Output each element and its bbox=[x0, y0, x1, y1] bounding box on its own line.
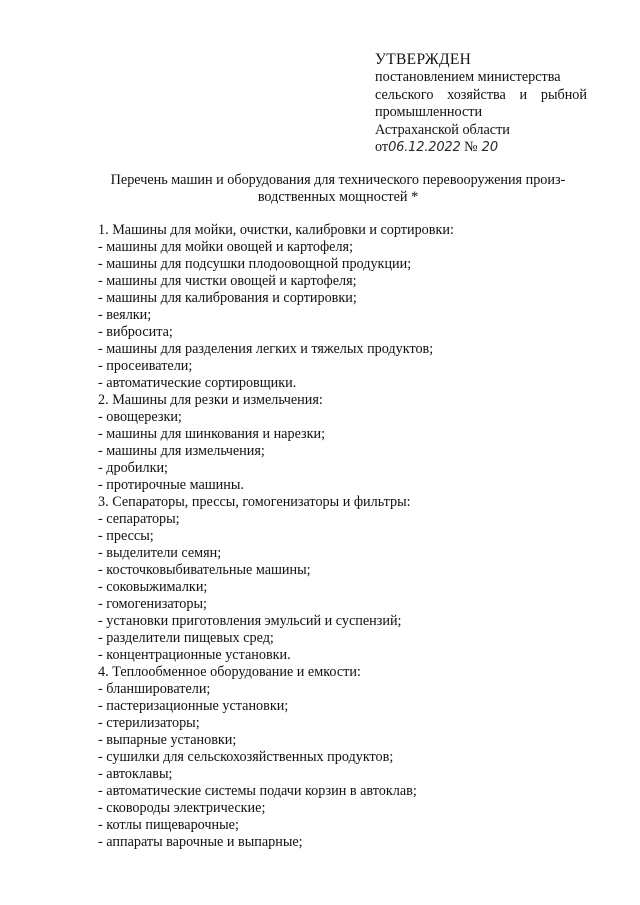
list-item: - протирочные машины. bbox=[98, 477, 244, 493]
approval-date-line bbox=[375, 139, 587, 157]
title-line-1: Перечень машин и оборудования для технического перевооружения произ- bbox=[110, 172, 566, 188]
list-section-heading: 1. Машины для мойки, очистки, калибровки и сортировки: bbox=[98, 222, 454, 238]
list-item: - аппараты варочные и выпарные; bbox=[98, 834, 303, 850]
list-item: - машины для шинкования и нарезки; bbox=[98, 426, 326, 442]
list-item: - автоклавы; bbox=[98, 766, 173, 782]
list-item: - машины для мойки овощей и картофеля; bbox=[98, 239, 354, 255]
handwritten-number: 20 bbox=[481, 140, 499, 155]
list-item: - автоматические системы подачи корзин в автоклав; bbox=[98, 783, 417, 799]
list-section-heading: 4. Теплообменное оборудование и емкости: bbox=[98, 664, 361, 680]
list-item: - бланширователи; bbox=[98, 681, 211, 697]
approval-line-4: Астраханской области bbox=[375, 121, 510, 138]
list-item: - овощерезки; bbox=[98, 409, 182, 425]
list-item: - сковороды электрические; bbox=[98, 800, 266, 816]
list-item: - сушилки для сельскохозяйственных продуктов; bbox=[98, 749, 394, 765]
list-item: - машины для чистки овощей и картофеля; bbox=[98, 273, 357, 289]
list-item: - косточковыбивательные машины; bbox=[98, 562, 311, 578]
list-item: - котлы пищеварочные; bbox=[98, 817, 239, 833]
list-item: - установки приготовления эмульсий и суспензий; bbox=[98, 613, 402, 629]
list-item: - сепараторы; bbox=[98, 511, 180, 527]
list-item: - разделители пищевых сред; bbox=[98, 630, 274, 646]
list-item: - гомогенизаторы; bbox=[98, 596, 207, 612]
list-item: - веялки; bbox=[98, 307, 152, 323]
list-section-heading: 2. Машины для резки и измельчения: bbox=[98, 392, 323, 408]
list-item: - прессы; bbox=[98, 528, 154, 544]
list-section-heading: 3. Сепараторы, прессы, гомогенизаторы и фильтры: bbox=[98, 494, 411, 510]
approval-stamp-block bbox=[375, 50, 587, 157]
number-sign: № bbox=[464, 139, 478, 155]
approval-line-3: промышленности bbox=[375, 104, 483, 120]
list-item: - соковыжималки; bbox=[98, 579, 208, 595]
list-item: - дробилки; bbox=[98, 460, 168, 476]
handwritten-date: 06.12.2022 bbox=[388, 140, 461, 155]
document-title bbox=[96, 172, 580, 206]
equipment-list bbox=[98, 222, 578, 851]
list-item: - вибросита; bbox=[98, 324, 173, 340]
list-item: - автоматические сортировщики. bbox=[98, 375, 297, 391]
list-item: - машины для калибрования и сортировки; bbox=[98, 290, 357, 306]
approved-heading: УТВЕРЖДЕН bbox=[375, 51, 472, 68]
list-item: - машины для измельчения; bbox=[98, 443, 265, 459]
approval-line-2: сельского хозяйства и рыбной bbox=[375, 86, 587, 103]
list-item: - выпарные установки; bbox=[98, 732, 237, 748]
list-item: - выделители семян; bbox=[98, 545, 222, 561]
list-item: - машины для подсушки плодоовощной продукции; bbox=[98, 256, 412, 272]
list-item: - машины для разделения легких и тяжелых продуктов; bbox=[98, 341, 434, 357]
list-item: - просеиватели; bbox=[98, 358, 193, 374]
list-item: - стерилизаторы; bbox=[98, 715, 200, 731]
list-item: - пастеризационные установки; bbox=[98, 698, 289, 714]
title-line-2: водственных мощностей * bbox=[257, 189, 419, 205]
date-prefix: от bbox=[375, 139, 389, 155]
approval-line-1: постановлением министерства bbox=[375, 69, 561, 85]
list-item: - концентрационные установки. bbox=[98, 647, 291, 663]
